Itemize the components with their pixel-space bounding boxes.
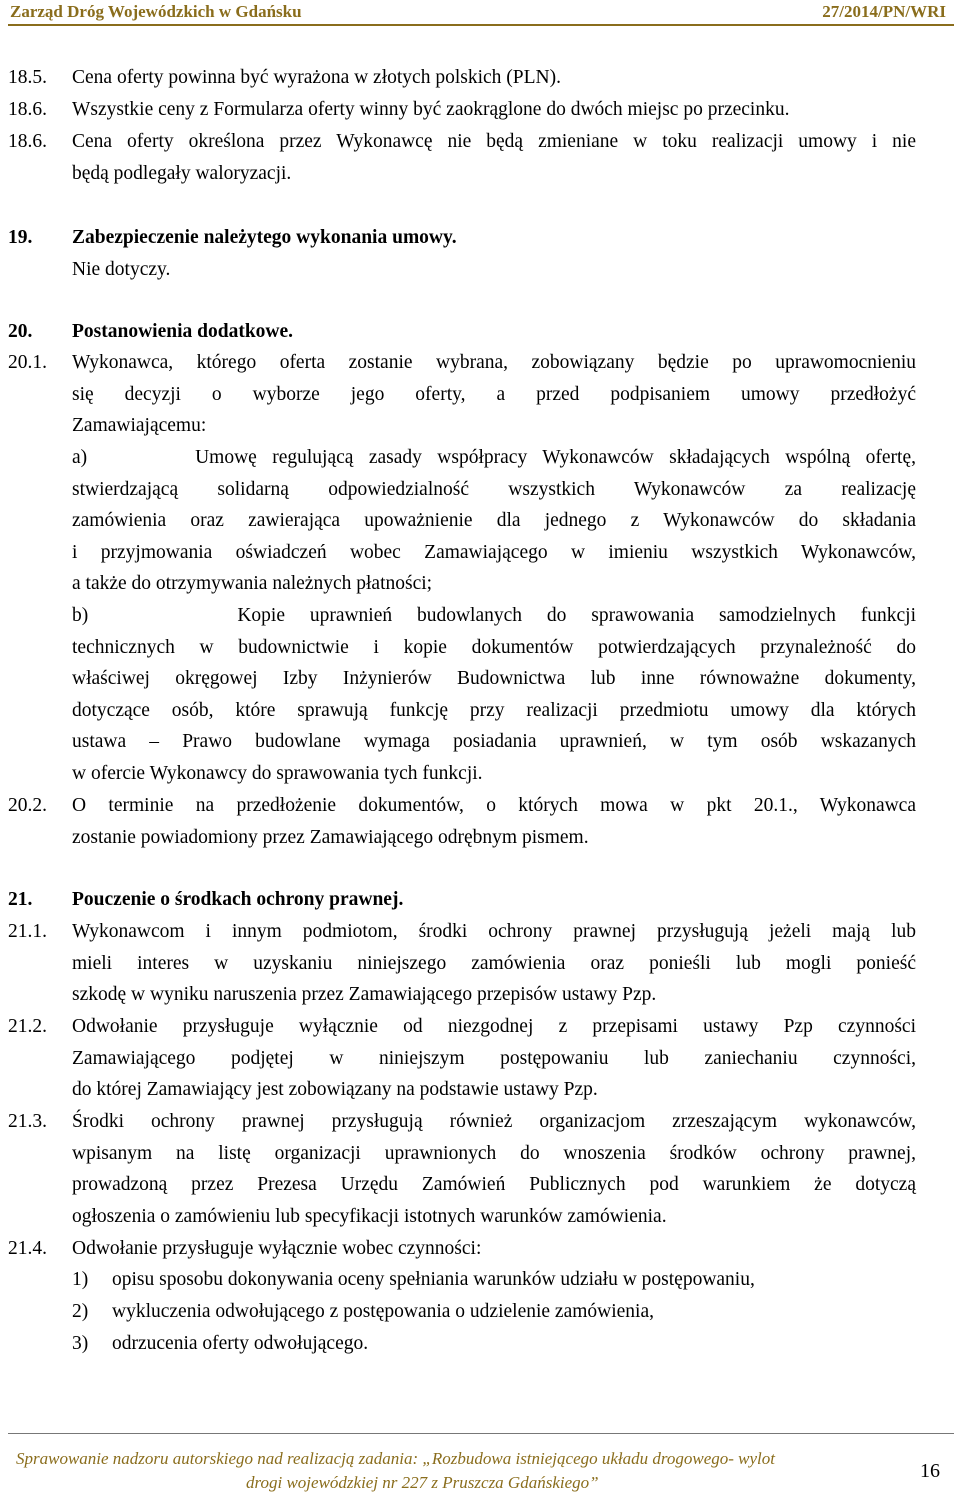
text-line: Wykonawcom i innym podmiotom, środki ochrony prawnej przysługują jeżeli mają lub <box>72 921 916 942</box>
list-item-number: 2) <box>72 1301 89 1322</box>
list-item-number: 3) <box>72 1333 89 1354</box>
text-line: Zamawiającemu: <box>72 415 207 436</box>
text-line: zamówienia oraz zawierająca upoważnienie dla jednego z Wykonawców do składania <box>72 510 916 531</box>
text-line: ogłoszenia o zamówieniu lub specyfikacji istotnych warunków zamówienia. <box>72 1205 667 1227</box>
subitem-label: a) <box>72 447 88 468</box>
section-title: Zabezpieczenie należytego wykonania umowy. <box>72 227 457 248</box>
item-number: 20.2. <box>8 795 47 816</box>
text-line <box>72 600 916 632</box>
footer-divider <box>8 1433 954 1434</box>
item-text <box>72 126 916 189</box>
text-line: Środki ochrony prawnej przysługują również organizacjom zrzeszającym wykonawców, <box>72 1111 916 1132</box>
item-number: 18.5. <box>8 67 47 88</box>
page-number: 16 <box>920 1460 940 1482</box>
text-line: zostanie powiadomiony przez Zamawiającego odrębnym pismem. <box>72 826 589 848</box>
text-line: Cena oferty powinna być wyrażona w złotych polskich (PLN). <box>72 67 561 88</box>
section-title: Postanowienia dodatkowe. <box>72 321 294 342</box>
item-number: 18.6. <box>8 99 47 120</box>
section-number: 21. <box>8 889 33 910</box>
item-number: 20.1. <box>8 352 47 373</box>
text-line: technicznych w budownictwie i kopie dokumentów potwierdzających przynależność do <box>72 636 916 658</box>
item-number: 21.2. <box>8 1016 47 1037</box>
subitem-b-text <box>72 600 916 789</box>
item-number: 21.4. <box>8 1238 47 1259</box>
text-line: Odwołanie przysługuje wyłącznie wobec czynności: <box>72 1238 482 1259</box>
item-text <box>72 1233 916 1265</box>
subitem-label: b) <box>72 605 89 626</box>
section-content <box>72 316 916 348</box>
page-footer <box>0 1447 960 1497</box>
footer-project-title-line-1: Sprawowanie nadzoru autorskiego nad realizacją zadania: „Rozbudowa istniejącego układu drogowego- wylot <box>16 1449 775 1468</box>
text-fragment: Umowę regulującą zasady współpracy Wykonawców składających wspólną ofertę, <box>195 447 916 468</box>
subitem-a-text <box>72 442 916 600</box>
section-title: Pouczenie o środkach ochrony prawnej. <box>72 889 404 910</box>
header-reference-number: 27/2014/PN/WRI <box>822 2 946 21</box>
text-line: Cena oferty określona przez Wykonawcę nie będą zmieniane w toku realizacji umowy i nie <box>72 131 916 152</box>
text-line: się decyzji o wyborze jego oferty, a przed podpisaniem umowy przedłożyć <box>72 383 916 405</box>
footer-project-title-line-2: drogi wojewódzkiej nr 227 z Pruszcza Gdańskiego” <box>246 1473 599 1492</box>
item-text <box>72 347 916 442</box>
text-line: a także do otrzymywania należnych płatności; <box>72 573 433 594</box>
list-item-number: 1) <box>72 1269 89 1290</box>
text-line: Zamawiającego podjętej w niniejszym postępowaniu lub zaniechaniu czynności, <box>72 1047 916 1069</box>
item-number: 21.3. <box>8 1111 47 1132</box>
section-body: Nie dotyczy. <box>72 258 171 280</box>
text-line: Wszystkie ceny z Formularza oferty winny być zaokrąglone do dwóch miejsc po przecinku. <box>72 99 790 120</box>
header-divider <box>8 24 954 26</box>
text-line: stwierdzającą solidarną odpowiedzialność wszystkich Wykonawców za realizację <box>72 478 916 500</box>
list-item-text: opisu sposobu dokonywania oceny spełniania warunków udziału w postępowaniu, <box>112 1269 755 1290</box>
text-line: Odwołanie przysługuje wyłącznie od niezgodnej z przepisami ustawy Pzp czynności <box>72 1016 916 1037</box>
text-line: dotyczące osób, które sprawują funkcję przy realizacji przedmiotu umowy dla których <box>72 699 916 721</box>
item-text <box>72 790 916 853</box>
item-text <box>72 916 916 1011</box>
item-text <box>72 94 916 126</box>
section-content <box>72 222 916 285</box>
text-line: właściwej okręgowej Izby Inżynierów Budownictwa lub inne równoważne dokumenty, <box>72 668 916 689</box>
header-organization: Zarząd Dróg Wojewódzkich w Gdańsku <box>10 2 302 21</box>
list-item-text: odrzucenia oferty odwołującego. <box>112 1333 369 1354</box>
text-line: ustawa – Prawo budowlane wymaga posiadania uprawnień, w tym osób wskazanych <box>72 731 916 752</box>
section-number: 20. <box>8 321 33 342</box>
text-line: Wykonawca, którego oferta zostanie wybrana, zobowiązany będzie po uprawomocnieniu <box>72 352 916 373</box>
list-item-text: wykluczenia odwołującego z postępowania o udzielenie zamówienia, <box>112 1301 655 1322</box>
text-line: szkodę w wyniku naruszenia przez Zamawiającego przepisów ustawy Pzp. <box>72 984 657 1005</box>
text-fragment: Kopie uprawnień budowlanych do sprawowania samodzielnych funkcji <box>237 605 916 626</box>
text-line: do której Zamawiający jest zobowiązany na podstawie ustawy Pzp. <box>72 1079 598 1100</box>
section-number: 19. <box>8 227 33 248</box>
page-header <box>0 0 960 26</box>
item-number: 18.6. <box>8 131 47 152</box>
section-content <box>72 884 916 916</box>
item-number: 21.1. <box>8 921 47 942</box>
text-line <box>72 442 916 474</box>
text-line: prowadzoną przez Prezesa Urzędu Zamówień Publicznych pod warunkiem że dotyczą <box>72 1174 916 1195</box>
item-text <box>72 1011 916 1106</box>
item-text <box>72 1106 916 1232</box>
text-line: mieli interes w uzyskaniu niniejszego zamówienia oraz ponieśli lub mogli ponieść <box>72 952 916 974</box>
text-line: wpisanym na listę organizacji uprawnionych do wnoszenia środków ochrony prawnej, <box>72 1142 916 1164</box>
text-line: O terminie na przedłożenie dokumentów, o których mowa w pkt 20.1., Wykonawca <box>72 795 916 816</box>
item-text <box>72 62 916 94</box>
text-line: w ofercie Wykonawcy do sprawowania tych funkcji. <box>72 762 483 784</box>
text-line: i przyjmowania oświadczeń wobec Zamawiającego w imieniu wszystkich Wykonawców, <box>72 541 916 563</box>
text-line: będą podlegały waloryzacji. <box>72 162 292 184</box>
